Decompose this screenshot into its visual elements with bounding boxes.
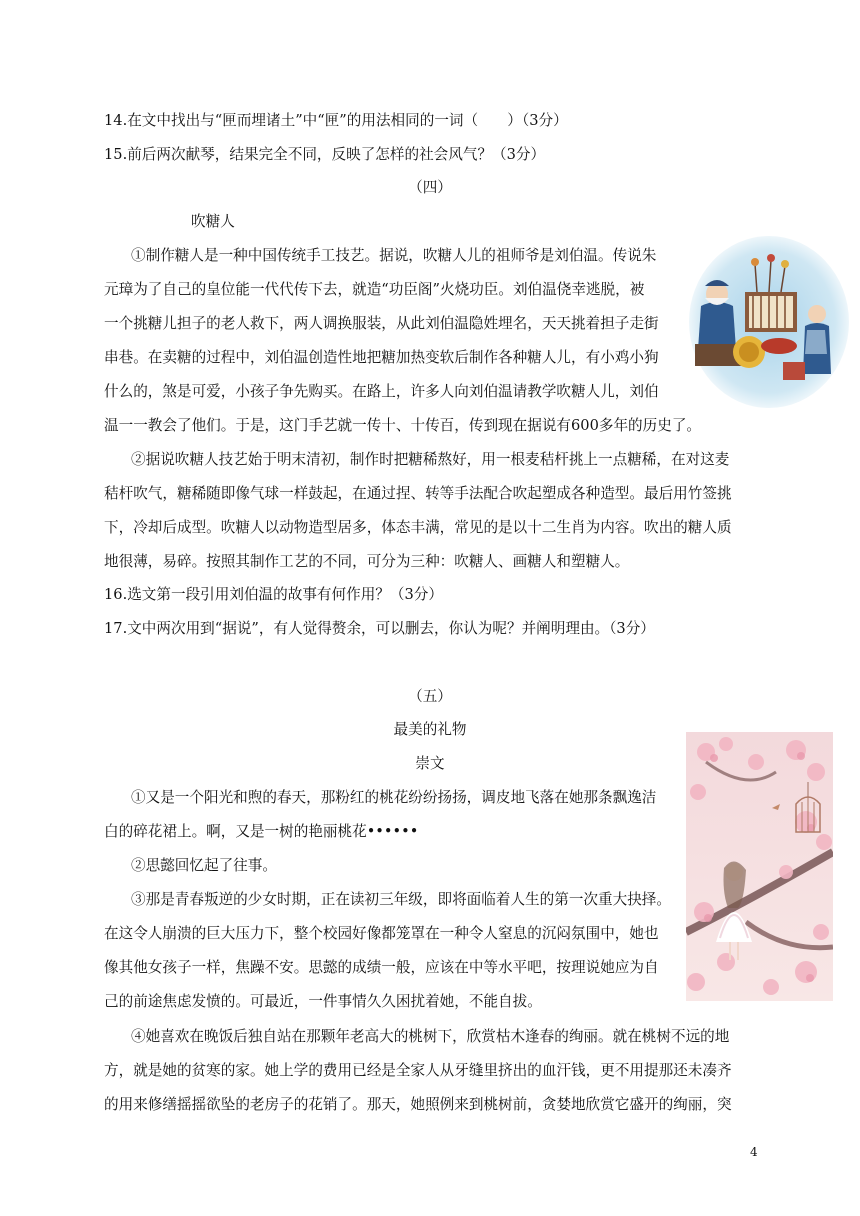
s5-p3-line-3: 像其他女孩子一样，焦躁不安。思懿的成绩一般，应该在中等水平吧，按理说她应为自 bbox=[104, 959, 659, 976]
sugar-blower-illustration bbox=[687, 234, 850, 410]
section-5-author: 崇文 bbox=[415, 755, 445, 772]
question-17: 17.文中两次用到“据说”，有人觉得赘余，可以删去，你认为呢？并阐明理由。（3分） bbox=[104, 620, 655, 637]
section-5-title: 最美的礼物 bbox=[393, 721, 467, 738]
s4-p2-line-1: ②据说吹糖人技艺始于明末清初，制作时把糖稀熬好，用一根麦秸杆挑上一点糖稀，在对这麦 bbox=[131, 451, 730, 468]
s5-p3-line-2: 在这令人崩溃的巨大压力下，整个校园好像都笼罩在一种令人窒息的沉闷氛围中，她也 bbox=[104, 925, 659, 942]
s4-p2-line-3: 下，冷却后成型。吹糖人以动物造型居多，体态丰满，常见的是以十二生肖为内容。吹出的糖人质 bbox=[104, 519, 732, 536]
s5-p3-line-4: 己的前途焦虑发愤的。可最近，一件事情久久困扰着她，不能自拔。 bbox=[104, 993, 542, 1010]
s5-p4-line-1: ④她喜欢在晚饭后独自站在那颗年老高大的桃树下，欣赏枯木逢春的绚丽。就在桃树不远的地 bbox=[131, 1028, 730, 1045]
s5-p1-line-1: ①又是一个阳光和煦的春天，那粉红的桃花纷纷扬扬，调皮地飞落在她那条飘逸洁 bbox=[131, 789, 657, 806]
question-16: 16.选文第一段引用刘伯温的故事有何作用？（3分） bbox=[104, 586, 443, 603]
s5-p1-line-2: 白的碎花裙上。啊，又是一树的艳丽桃花•••••• bbox=[104, 823, 419, 840]
section-5-heading: （五） bbox=[408, 688, 452, 705]
peach-blossom-image bbox=[686, 732, 833, 1001]
s4-p1-line-6: 温一一教会了他们。于是，这门手艺就一传十、十传百，传到现在据说有600多年的历史了。 bbox=[104, 417, 702, 434]
s4-p2-line-2: 秸杆吹气，糖稀随即像气球一样鼓起，在通过捏、转等手法配合吹起塑成各种造型。最后用竹签挑 bbox=[104, 485, 732, 502]
peach-blossom-girl-illustration bbox=[686, 732, 833, 1001]
s4-p1-line-5: 什么的，煞是可爱，小孩子争先购买。在路上，许多人向刘伯温请教学吹糖人儿，刘伯 bbox=[104, 383, 659, 400]
s4-p2-line-4: 地很薄，易碎。按照其制作工艺的不同，可分为三种：吹糖人、画糖人和塑糖人。 bbox=[104, 553, 630, 570]
s5-p3-line-1: ③那是青春叛逆的少女时期，正在读初三年级，即将面临着人生的第一次重大抉择。 bbox=[131, 891, 671, 908]
section-4-title: 吹糖人 bbox=[191, 213, 235, 230]
sugar-blower-image bbox=[687, 234, 850, 410]
question-15: 15.前后两次献琴，结果完全不同，反映了怎样的社会风气？（3分） bbox=[104, 146, 546, 163]
s5-p4-line-2: 方，就是她的贫寒的家。她上学的费用已经是全家人从牙缝里挤出的血汗钱，更不用提那还未凑齐 bbox=[104, 1062, 732, 1079]
page-number: 4 bbox=[750, 1145, 758, 1159]
question-14: 14.在文中找出与“匣而埋诸土”中“匣”的用法相同的一词（ ）（3分） bbox=[104, 112, 568, 129]
s4-p1-line-1: ①制作糖人是一种中国传统手工技艺。据说，吹糖人儿的祖师爷是刘伯温。传说朱 bbox=[131, 247, 657, 264]
section-4-heading: （四） bbox=[408, 179, 452, 196]
s4-p1-line-3: 一个挑糖儿担子的老人救下，两人调换服装，从此刘伯温隐姓埋名，天天挑着担子走街 bbox=[104, 315, 659, 332]
s4-p1-line-4: 串巷。在卖糖的过程中，刘伯温创造性地把糖加热变软后制作各种糖人儿，有小鸡小狗 bbox=[104, 349, 659, 366]
s4-p1-line-2: 元璋为了自己的皇位能一代代传下去，就造“功臣阁”火烧功臣。刘伯温侥幸逃脱，被 bbox=[104, 281, 645, 298]
s5-p2: ②思懿回忆起了往事。 bbox=[131, 857, 277, 874]
s5-p4-line-3: 的用来修缮摇摇欲坠的老房子的花销了。那天，她照例来到桃树前，贪婪地欣赏它盛开的绚丽，突 bbox=[104, 1096, 732, 1113]
